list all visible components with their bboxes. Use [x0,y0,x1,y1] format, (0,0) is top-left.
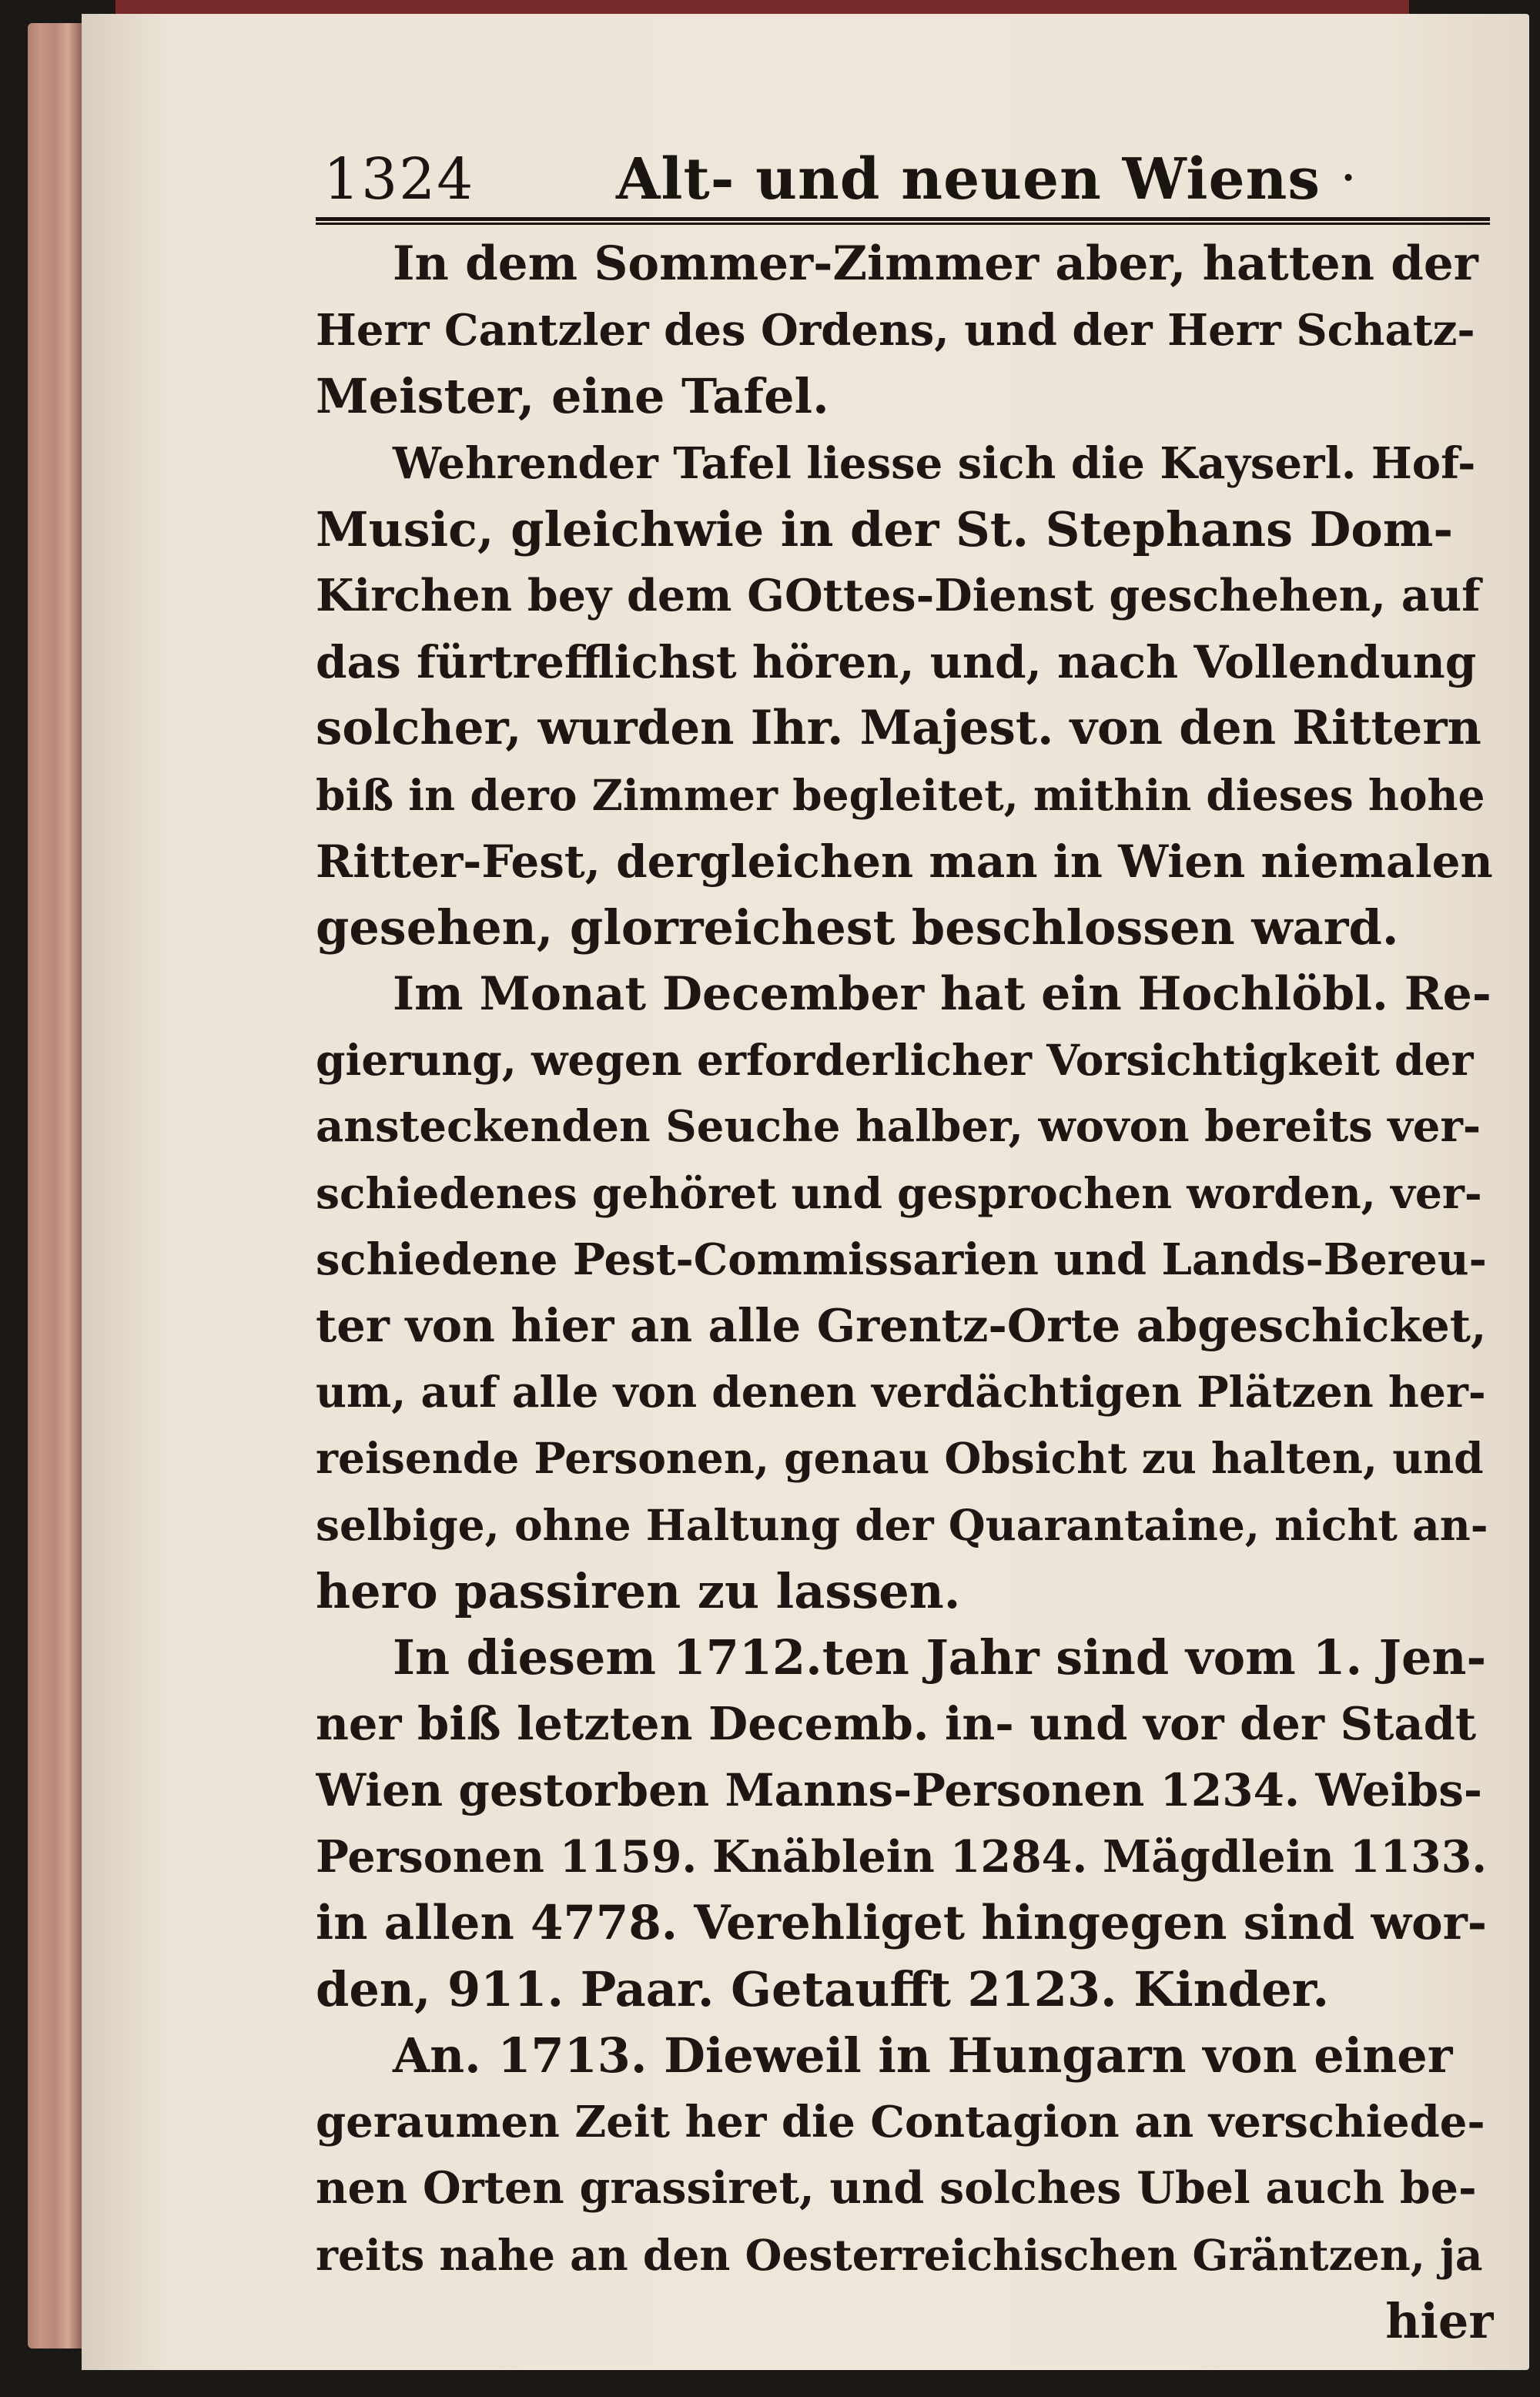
text-line: ansteckenden Seuche halber, wovon bereits ver- [316,1101,1481,1153]
text-line: Im Monat December hat ein Hochlöbl. Re- [393,967,1491,1022]
text-line: den, 911. Paar. Getaufft 2123. Kinder. [316,1960,1330,2017]
text-line: schiedene Pest-Commissarien und Lands-Bereu- [316,1234,1487,1285]
catchword: hier [1385,2292,1494,2349]
page-number: 1324 [323,146,475,213]
text-line: reits nahe an den Oesterreichischen Gräntzen, ja [316,2229,1483,2280]
page-edge [28,23,82,2348]
header-dot: · [1340,146,1358,209]
text-line: Ritter-Fest, dergleichen man in Wien niemalen [316,835,1493,888]
text-line: geraumen Zeit her die Contagion an verschiede- [316,2097,1485,2148]
text-line: Kirchen bey dem GOttes-Dienst geschehen, auf [316,569,1481,621]
text-line: solcher, wurden Ihr. Majest. von den Rittern [316,701,1481,756]
text-line: Herr Cantzler des Ordens, und der Herr Schatz- [316,305,1475,357]
text-line: An. 1713. Dieweil in Hungarn von einer [393,2027,1453,2084]
text-line: hero passiren zu lassen. [316,1562,961,1619]
text-line: gierung, wegen erforderlicher Vorsichtigkeit der [316,1035,1474,1086]
text-line: ner biß letzten Decemb. in- und vor der Stadt [316,1697,1477,1751]
text-line: In dem Sommer-Zimmer aber, hatten der [393,236,1478,291]
text-line: in allen 4778. Verehliget hingegen sind wor- [316,1895,1488,1950]
header-rule [316,217,1490,225]
page-header [323,146,1494,216]
text-line: nen Orten grassiret, und solches Ubel auch be- [316,2162,1477,2215]
text-line: reisende Personen, genau Obsicht zu halten, und [316,1433,1484,1484]
text-line: Personen 1159. Knäblein 1284. Mägdlein 1133. [316,1830,1488,1883]
body-text [316,231,1494,2355]
text-line: selbige, ohne Haltung der Quarantaine, nicht an- [316,1499,1488,1550]
text-line: um, auf alle von denen verdächtigen Plätzen her- [316,1367,1486,1418]
text-line: Wien gestorben Manns-Personen 1234. Weibs- [316,1764,1482,1817]
text-line: Meister, eine Tafel. [316,368,829,425]
text-line: In diesem 1712.ten Jahr sind vom 1. Jen- [393,1629,1487,1686]
text-line: ter von hier an alle Grentz-Orte abgeschicket, [316,1299,1487,1352]
running-title: Alt- und neuen Wiens [616,146,1321,213]
text-line: biß in dero Zimmer begleitet, mithin dieses hohe [316,769,1485,820]
text-line: Music, gleichwie in der St. Stephans Dom- [316,500,1454,557]
text-line: das fürtrefflichst hören, und, nach Vollendung [316,636,1477,689]
text-line: gesehen, glorreichest beschlossen ward. [316,899,1399,956]
text-line: Wehrender Tafel liesse sich die Kayserl. Hof- [393,437,1476,489]
text-line: schiedenes gehöret und gesprochen worden, ver- [316,1167,1482,1218]
